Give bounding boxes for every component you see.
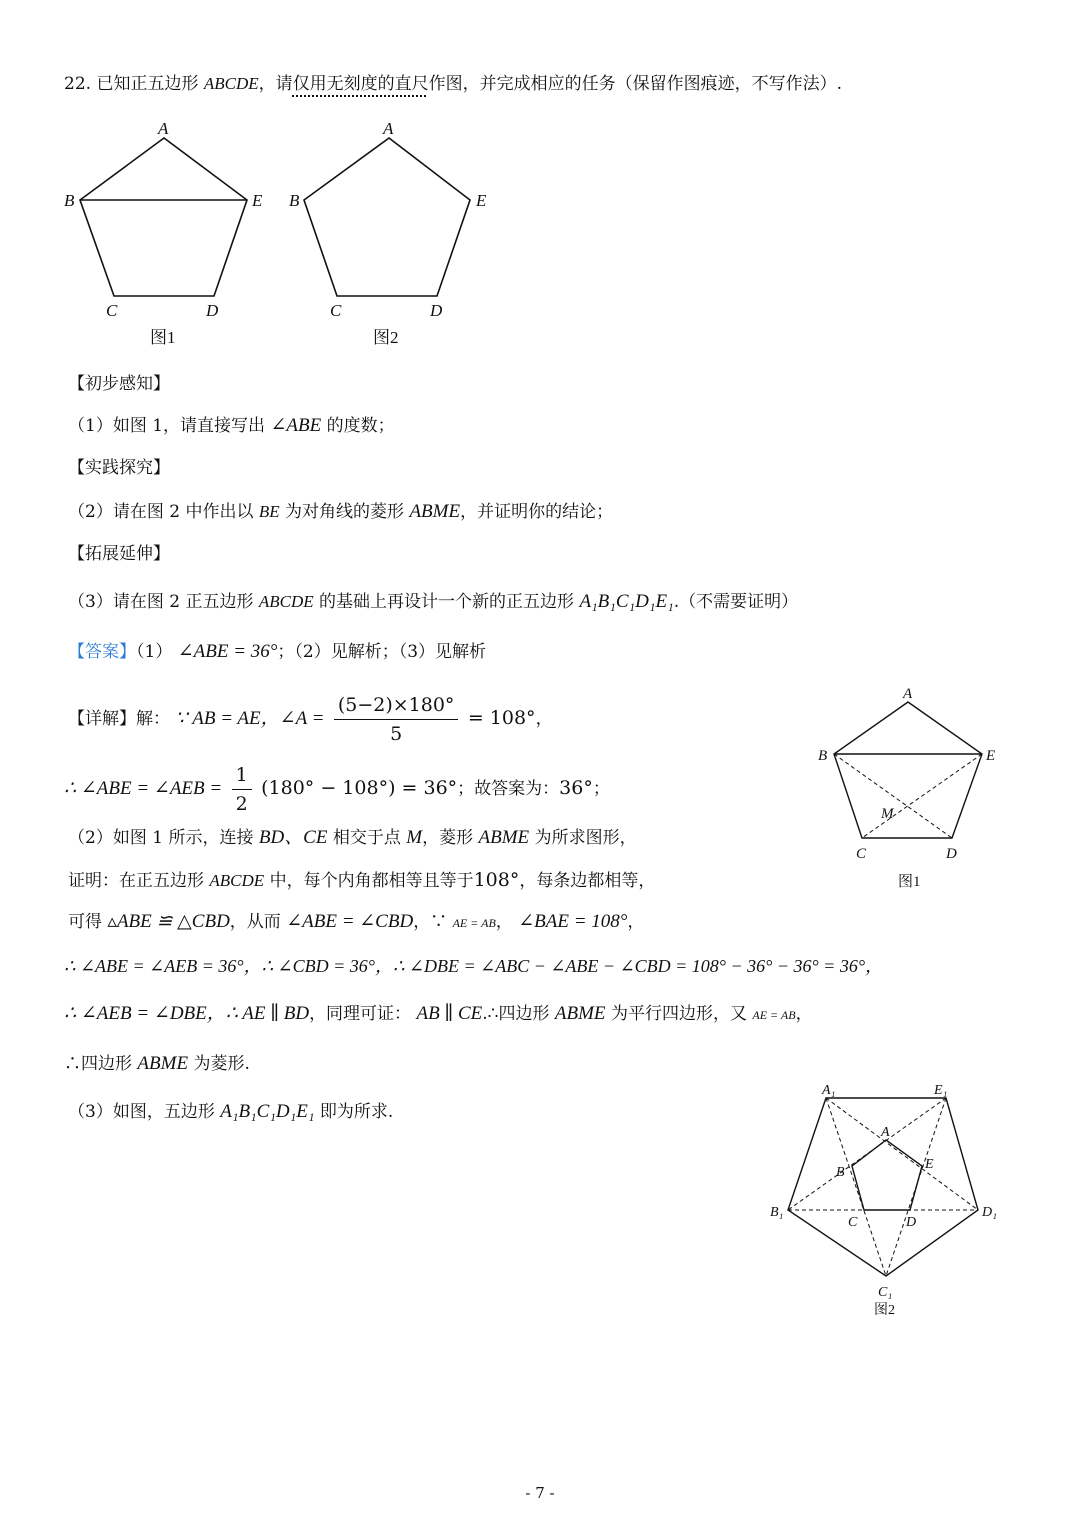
label-e: E bbox=[986, 748, 996, 764]
question-2 bbox=[68, 500, 613, 524]
detail-line-7 bbox=[64, 1002, 813, 1027]
section-title-2: 【实践探究】 bbox=[68, 458, 170, 478]
fraction-numerator: 1 bbox=[232, 761, 252, 790]
math-point: M bbox=[406, 827, 423, 848]
label-d: D bbox=[206, 301, 219, 320]
detail-line-4 bbox=[68, 868, 655, 893]
section-title-3: 【拓展延伸】 bbox=[68, 544, 170, 564]
detail-text: 可得 bbox=[68, 912, 102, 932]
question-1 bbox=[68, 414, 395, 438]
detail-text: 为菱形. bbox=[193, 1054, 250, 1074]
math-expr: ∠BAE = 108° bbox=[518, 911, 628, 932]
detail-text: ，从而 bbox=[229, 912, 281, 932]
detail-line-3 bbox=[68, 826, 637, 850]
label-b: B bbox=[818, 748, 828, 764]
math-expr: = 108° bbox=[467, 707, 536, 729]
math-pentagon: ABCDE bbox=[258, 592, 314, 611]
math-rhombus: ABME bbox=[137, 1053, 189, 1074]
label-a: A bbox=[881, 1125, 890, 1140]
detail-line-6: ∴ ∠ABE = ∠AEB = 36°，∴ ∠CBD = 36°，∴ ∠DBE = ∠ABC − ∠ABE − ∠CBD = 108° − 36° − 36° = 36°， bbox=[64, 956, 884, 976]
math-rhombus: ABME bbox=[409, 501, 461, 522]
math-segment: BE bbox=[258, 502, 280, 521]
label-d: D bbox=[430, 301, 443, 320]
detail-text: ，∵ bbox=[413, 912, 448, 932]
label-d1: D₁ bbox=[982, 1205, 997, 1220]
detail-line-5 bbox=[68, 910, 644, 935]
detail-text: 证明：在正五边形 bbox=[68, 871, 204, 891]
detail-line-8 bbox=[64, 1052, 250, 1076]
question-text: 为对角线的菱形 bbox=[285, 502, 405, 522]
detail-tag: 【详解】解： bbox=[68, 709, 170, 729]
label-e1: E₁ bbox=[934, 1083, 948, 1098]
math-expr: AB ∥ CE bbox=[416, 1003, 483, 1024]
fig2-caption: 图2 bbox=[373, 328, 399, 347]
math-angle-value: 108° bbox=[473, 869, 520, 891]
label-m: M bbox=[881, 806, 894, 822]
dashed-ce bbox=[862, 754, 982, 838]
math-answer: 36° bbox=[559, 777, 593, 799]
math-pentagon-new: A₁B₁C₁D₁E₁ bbox=[220, 1101, 315, 1122]
detail-text: ；故答案为： bbox=[457, 779, 560, 799]
detail-text: ， bbox=[795, 1004, 813, 1024]
fraction-denominator: 5 bbox=[390, 723, 403, 745]
math-rhombus: ABME bbox=[478, 827, 530, 848]
detail-text: ，同理可证： bbox=[309, 1004, 412, 1024]
label-b: B bbox=[64, 191, 75, 210]
math-expr: (180° − 108°) = 36° bbox=[261, 777, 458, 799]
math-expr: ∵ AB = AE，∠A = bbox=[175, 708, 325, 729]
detail-text: （3）如图，五边形 bbox=[68, 1102, 215, 1122]
solution-fig1-caption: 图1 bbox=[898, 874, 921, 890]
problem-text: ，请 bbox=[258, 74, 293, 94]
label-c: C bbox=[330, 301, 342, 320]
question-text: （3）请在图 2 正五边形 bbox=[68, 592, 254, 612]
label-a: A bbox=[903, 686, 913, 702]
detail-text: 相交于点 bbox=[332, 828, 401, 848]
label-c: C bbox=[856, 846, 867, 862]
dashed-bd bbox=[834, 754, 952, 838]
dashed-e1c1 bbox=[886, 1098, 946, 1276]
dashed-a1c1 bbox=[826, 1098, 886, 1276]
section-title-1: 【初步感知】 bbox=[68, 374, 170, 394]
detail-text: ； bbox=[592, 779, 610, 799]
question-text: .（不需要证明） bbox=[673, 592, 799, 612]
problem-text: 已知正五边形 bbox=[96, 74, 199, 94]
pentagon-abcde bbox=[80, 138, 247, 296]
detail-text: 中，每个内角都相等且等于 bbox=[269, 871, 474, 891]
label-d: D bbox=[946, 846, 957, 862]
problem-number: 22. bbox=[64, 74, 92, 94]
pentagon-abcde bbox=[834, 702, 982, 838]
math-pentagon: ABCDE bbox=[203, 74, 259, 93]
answer-text: （1） bbox=[136, 642, 173, 662]
answer-tag: 【答案】 bbox=[68, 642, 136, 662]
detail-text: ， bbox=[627, 912, 645, 932]
solution-fig2-caption: 图2 bbox=[874, 1303, 895, 1318]
fraction-denominator: 2 bbox=[235, 793, 248, 815]
problem-statement bbox=[64, 72, 842, 96]
question-text: 的度数； bbox=[326, 416, 395, 436]
detail-text: 为所求图形， bbox=[534, 828, 637, 848]
label-b1: B₁ bbox=[770, 1205, 784, 1220]
fraction-interior-angle bbox=[334, 691, 459, 748]
detail-text: （2）如图 1 所示，连接 bbox=[68, 828, 254, 848]
pentagon-abcde-2 bbox=[304, 138, 470, 296]
detail-line-1 bbox=[68, 688, 553, 748]
question-text: （2）请在图 2 中作出以 bbox=[68, 502, 254, 522]
question-text: ，并证明你的结论； bbox=[460, 502, 614, 522]
label-e: E bbox=[925, 1157, 934, 1172]
dashed-a1d1 bbox=[826, 1098, 978, 1210]
label-a: A bbox=[383, 119, 394, 138]
math-rhombus: ABME bbox=[554, 1003, 606, 1024]
math-segments: BD、CE bbox=[258, 827, 328, 848]
label-c1: C₁ bbox=[878, 1285, 893, 1300]
solution-figure-2 bbox=[770, 1078, 1010, 1322]
detail-text: 即为所求. bbox=[319, 1102, 394, 1122]
math-expr: AE = AB bbox=[452, 916, 496, 930]
math-expr: AE = AB bbox=[752, 1008, 796, 1022]
figure-2 bbox=[304, 138, 470, 296]
question-text: （1）如图 1，请直接写出 bbox=[68, 416, 266, 436]
emphasized-text: 仅用无刻度的直尺 bbox=[292, 74, 429, 94]
page-number: - 7 - bbox=[525, 1484, 555, 1502]
fraction-half bbox=[232, 761, 252, 818]
label-b: B bbox=[836, 1165, 845, 1180]
math-expr: ∴ ∠ABE = ∠AEB = bbox=[64, 778, 223, 799]
label-e: E bbox=[252, 191, 263, 210]
math-pentagon: ABCDE bbox=[209, 871, 265, 890]
question-text: 的基础上再设计一个新的正五边形 bbox=[319, 592, 575, 612]
label-c: C bbox=[106, 301, 118, 320]
solution-figure-1 bbox=[810, 682, 1010, 896]
detail-line-2 bbox=[64, 758, 610, 818]
label-c: C bbox=[848, 1215, 858, 1230]
problem-figures bbox=[0, 110, 520, 360]
answer-line bbox=[68, 640, 486, 664]
math-expr: ∴ ∠AEB = ∠DBE，∴ AE ∥ BD bbox=[64, 1003, 310, 1024]
figure-1 bbox=[80, 138, 247, 296]
math-congruence: ▵ABE ≌ △CBD bbox=[107, 911, 230, 932]
problem-text: 作图，并完成相应的任务（保留作图痕迹，不写作法）. bbox=[428, 74, 843, 94]
detail-text: ， bbox=[495, 912, 513, 932]
math-expr: ∠ABE = ∠CBD bbox=[286, 911, 414, 932]
label-a: A bbox=[158, 119, 169, 138]
label-e: E bbox=[476, 191, 487, 210]
question-3 bbox=[68, 590, 798, 614]
fraction-numerator: (5−2)×180° bbox=[334, 691, 459, 720]
detail-text: ， bbox=[535, 709, 553, 729]
detail-text: ，菱形 bbox=[422, 828, 474, 848]
detail-text: ∴四边形 bbox=[64, 1054, 132, 1074]
math-angle: ∠ABE bbox=[270, 415, 322, 436]
label-b: B bbox=[289, 191, 300, 210]
detail-line-9 bbox=[68, 1100, 393, 1124]
fig1-caption: 图1 bbox=[150, 328, 176, 347]
math-pentagon-new: A₁B₁C₁D₁E₁ bbox=[579, 591, 674, 612]
detail-text: .∴四边形 bbox=[482, 1004, 550, 1024]
detail-text: 为平行四边形，又 bbox=[610, 1004, 747, 1024]
label-a1: A₁ bbox=[822, 1083, 836, 1098]
answer-text: ；（2）见解析；（3）见解析 bbox=[277, 642, 487, 662]
label-d: D bbox=[906, 1215, 917, 1230]
math-answer: ∠ABE = 36° bbox=[177, 641, 278, 662]
detail-text: ，每条边都相等， bbox=[519, 871, 656, 891]
